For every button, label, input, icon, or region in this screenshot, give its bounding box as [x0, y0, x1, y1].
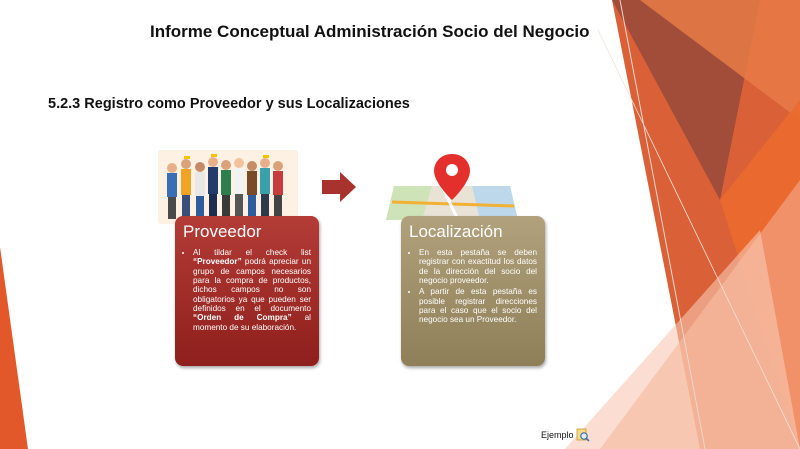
proveedor-text-2: “Proveedor”	[193, 257, 242, 267]
proveedor-text-4: “Orden de Compra”	[193, 313, 292, 323]
ejemplo-link[interactable]	[541, 428, 590, 442]
ejemplo-link-label[interactable]: Ejemplo	[541, 430, 574, 440]
localizacion-card	[401, 216, 545, 366]
list-item: • A partir de esta pestaña es posible registrar direcciones para el caso que el socio del negocio sea un Proveedor.	[419, 287, 537, 324]
right-arrow-icon	[322, 172, 356, 202]
localizacion-card-heading: Localización	[409, 222, 503, 241]
proveedor-text-5: al momento de su elaboración.	[193, 313, 311, 332]
proveedor-card-heading: Proveedor	[183, 222, 262, 241]
section-heading: 5.2.3 Registro como Proveedor y sus Localizaciones	[48, 96, 410, 112]
proveedor-text-3: podrá apreciar un grupo de campos necesarios para la compra de productos, dichos campos no son obligatorios ya que pueden ser definidos en el documento	[193, 257, 311, 314]
localizacion-card-list	[409, 248, 537, 325]
proveedor-card-list	[183, 248, 311, 332]
magnifier-icon[interactable]	[576, 428, 590, 442]
workers-group-image	[158, 150, 298, 224]
list-item: • En esta pestaña se deben registrar con exactitud los datos de la dirección del socio del negocio proveedor.	[419, 248, 537, 285]
proveedor-card	[175, 216, 319, 366]
proveedor-text-1: Al tildar el check list	[193, 248, 311, 257]
slide-title: Informe Conceptual Administración Socio del Negocio	[150, 22, 590, 41]
map-pin-image	[382, 150, 522, 224]
list-item	[193, 248, 311, 332]
